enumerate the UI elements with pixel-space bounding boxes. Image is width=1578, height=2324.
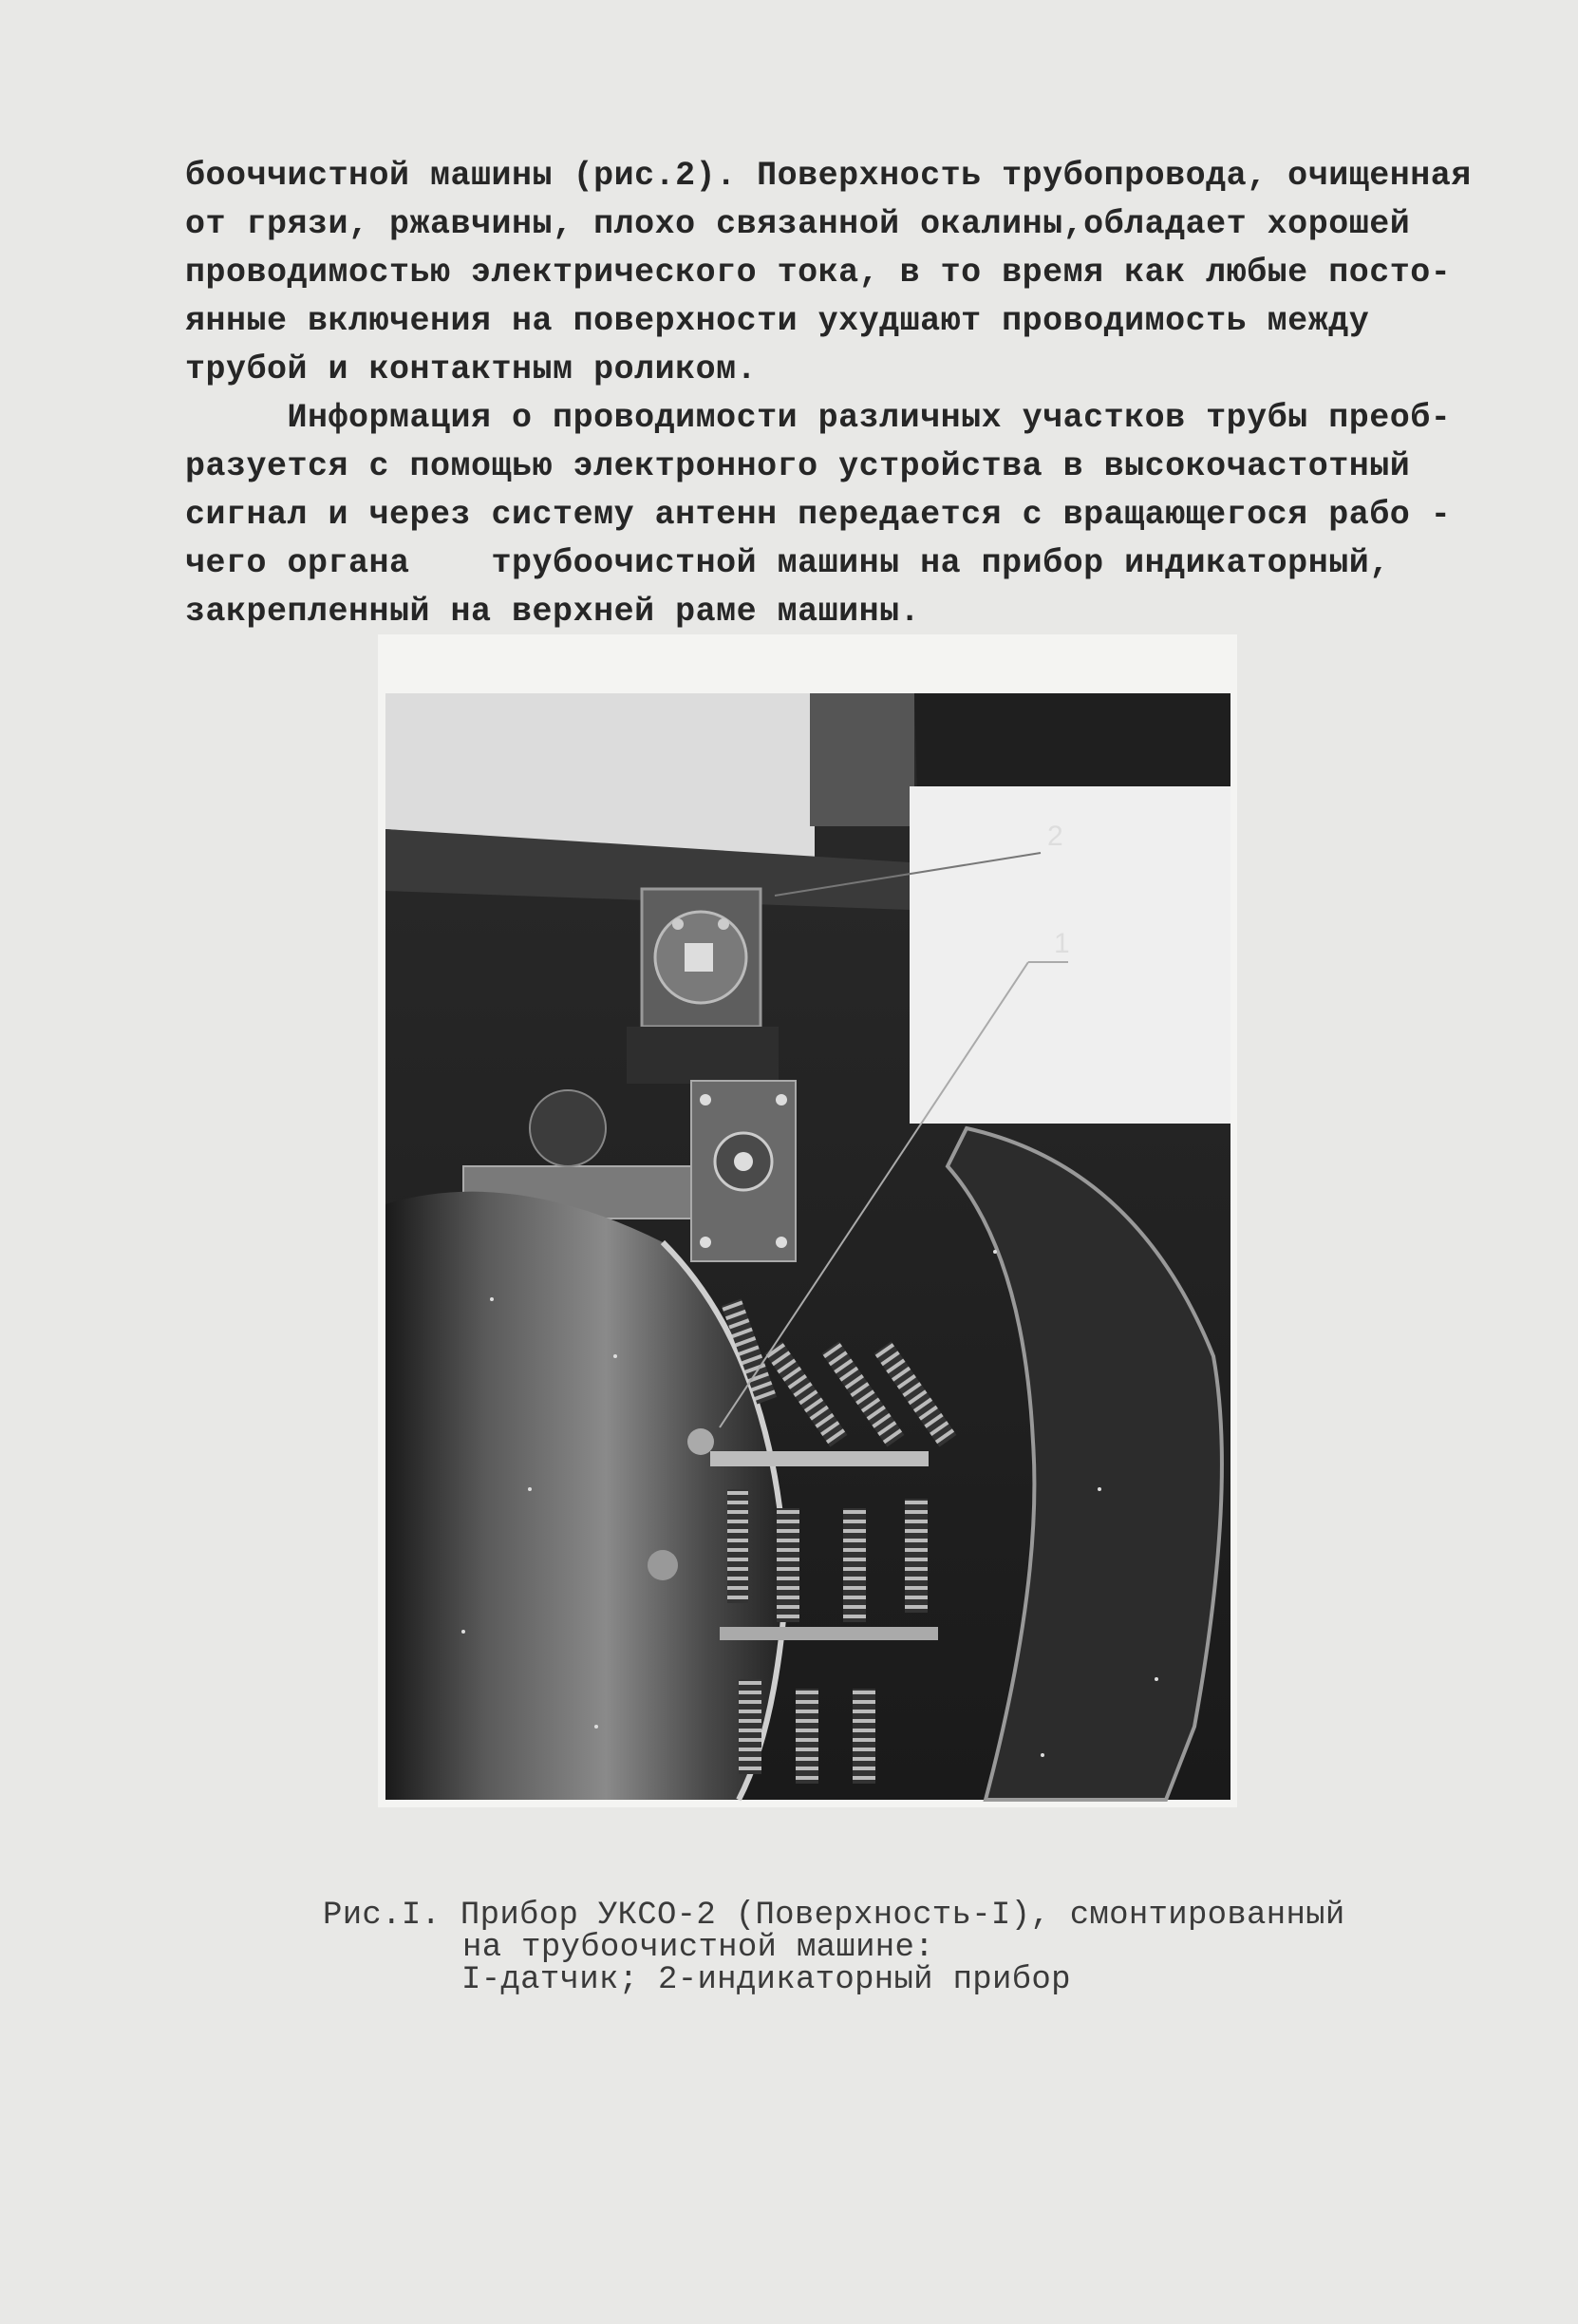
indicator-device: [627, 889, 779, 1084]
text-line: янные включения на поверхности ухудшают проводимость между: [185, 302, 1370, 340]
equipment-photo: [378, 634, 1237, 1807]
text-line: закрепленный на верхней раме машины.: [185, 593, 921, 631]
text-line: от грязи, ржавчины, плохо связанной окалины,обладает хорошей: [185, 205, 1411, 243]
text-line: проводимостью электрического тока, в то время как любые посто-: [185, 254, 1452, 292]
body-text: [185, 152, 1472, 636]
callout-2-label: 2: [1047, 821, 1063, 852]
caption-line: Рис.I. Прибор УКСО-2 (Поверхность-I), смонтированный: [323, 1898, 1345, 1934]
text-line: чего органа трубоочистной машины на прибор индикаторный,: [185, 544, 1390, 582]
photo-illustration: [378, 634, 1237, 1807]
callout-1-label: 1: [1054, 928, 1070, 959]
text-line: трубой и контактным роликом.: [185, 350, 758, 388]
white-panel: [910, 786, 1230, 1124]
text-line: Информация о проводимости различных участков трубы преоб-: [185, 399, 1452, 437]
window-opening: [810, 693, 914, 826]
text-line: сигнал и через систему антенн передается с вращающегося рабо -: [185, 496, 1452, 534]
text-line: разуется с помощью электронного устройства в высокочастотный: [185, 447, 1411, 485]
text-line: бооччистной машины (рис.2). Поверхность трубопровода, очищенная: [185, 157, 1472, 195]
caption-line: I-датчик; 2-индикаторный прибор: [461, 1962, 1071, 1998]
caption-line: на трубоочистной машине:: [462, 1930, 934, 1966]
